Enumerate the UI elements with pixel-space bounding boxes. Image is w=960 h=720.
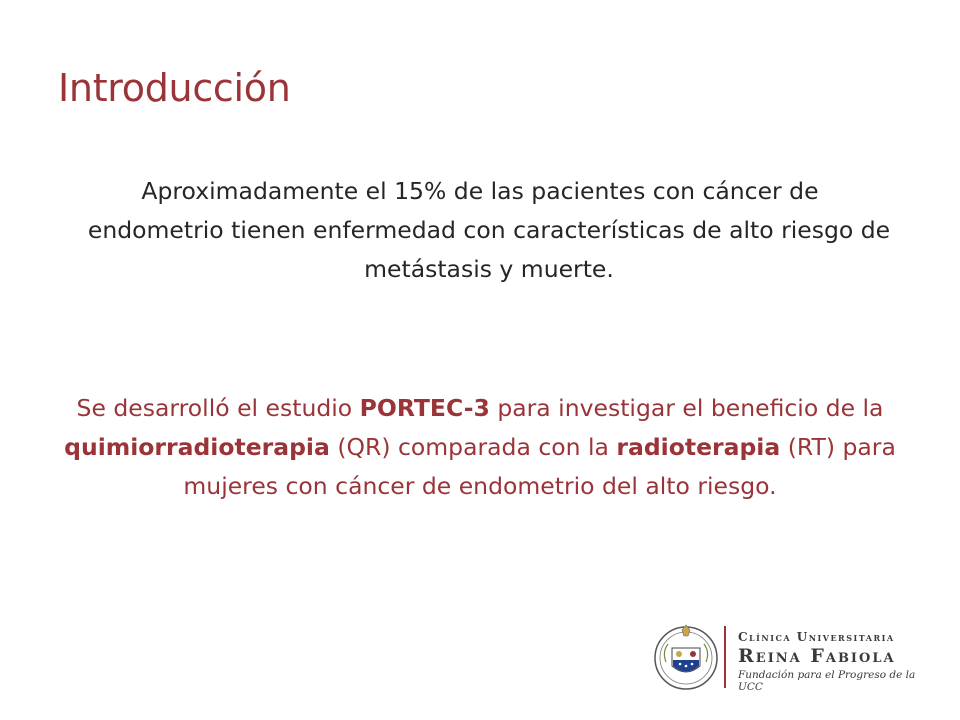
intro-line-rest: endometrio tienen enfermedad con características de alto riesgo de metástasis y muerte. xyxy=(87,216,891,283)
logo-text xyxy=(738,630,932,693)
logo-line-1: Clínica Universitaria xyxy=(738,630,895,644)
study-name: PORTEC-3 xyxy=(359,394,490,422)
study-paragraph xyxy=(60,389,900,506)
logo-divider xyxy=(724,626,726,688)
treatment-qr: quimiorradioterapia xyxy=(64,433,330,461)
intro-line-1: Aproximadamente el 15% de las pacientes con cáncer de xyxy=(141,177,819,205)
study-text-1: Se desarrolló el estudio xyxy=(76,394,360,422)
intro-paragraph xyxy=(60,172,900,289)
study-text-2: para investigar el beneficio de la xyxy=(489,394,884,422)
study-text-4: (RT) para mujeres con cáncer de endometrio del alto riesgo. xyxy=(183,433,896,500)
slide-title: Introducción xyxy=(58,66,291,110)
logo-line-3: Fundación para el Progreso de la UCC xyxy=(738,669,916,693)
clinic-logo xyxy=(652,622,932,692)
study-text-3: (QR) comparada con la xyxy=(329,433,617,461)
treatment-rt: radioterapia xyxy=(616,433,781,461)
logo-line-2: Reina Fabiola xyxy=(738,645,896,667)
clinic-seal-icon xyxy=(652,622,720,692)
